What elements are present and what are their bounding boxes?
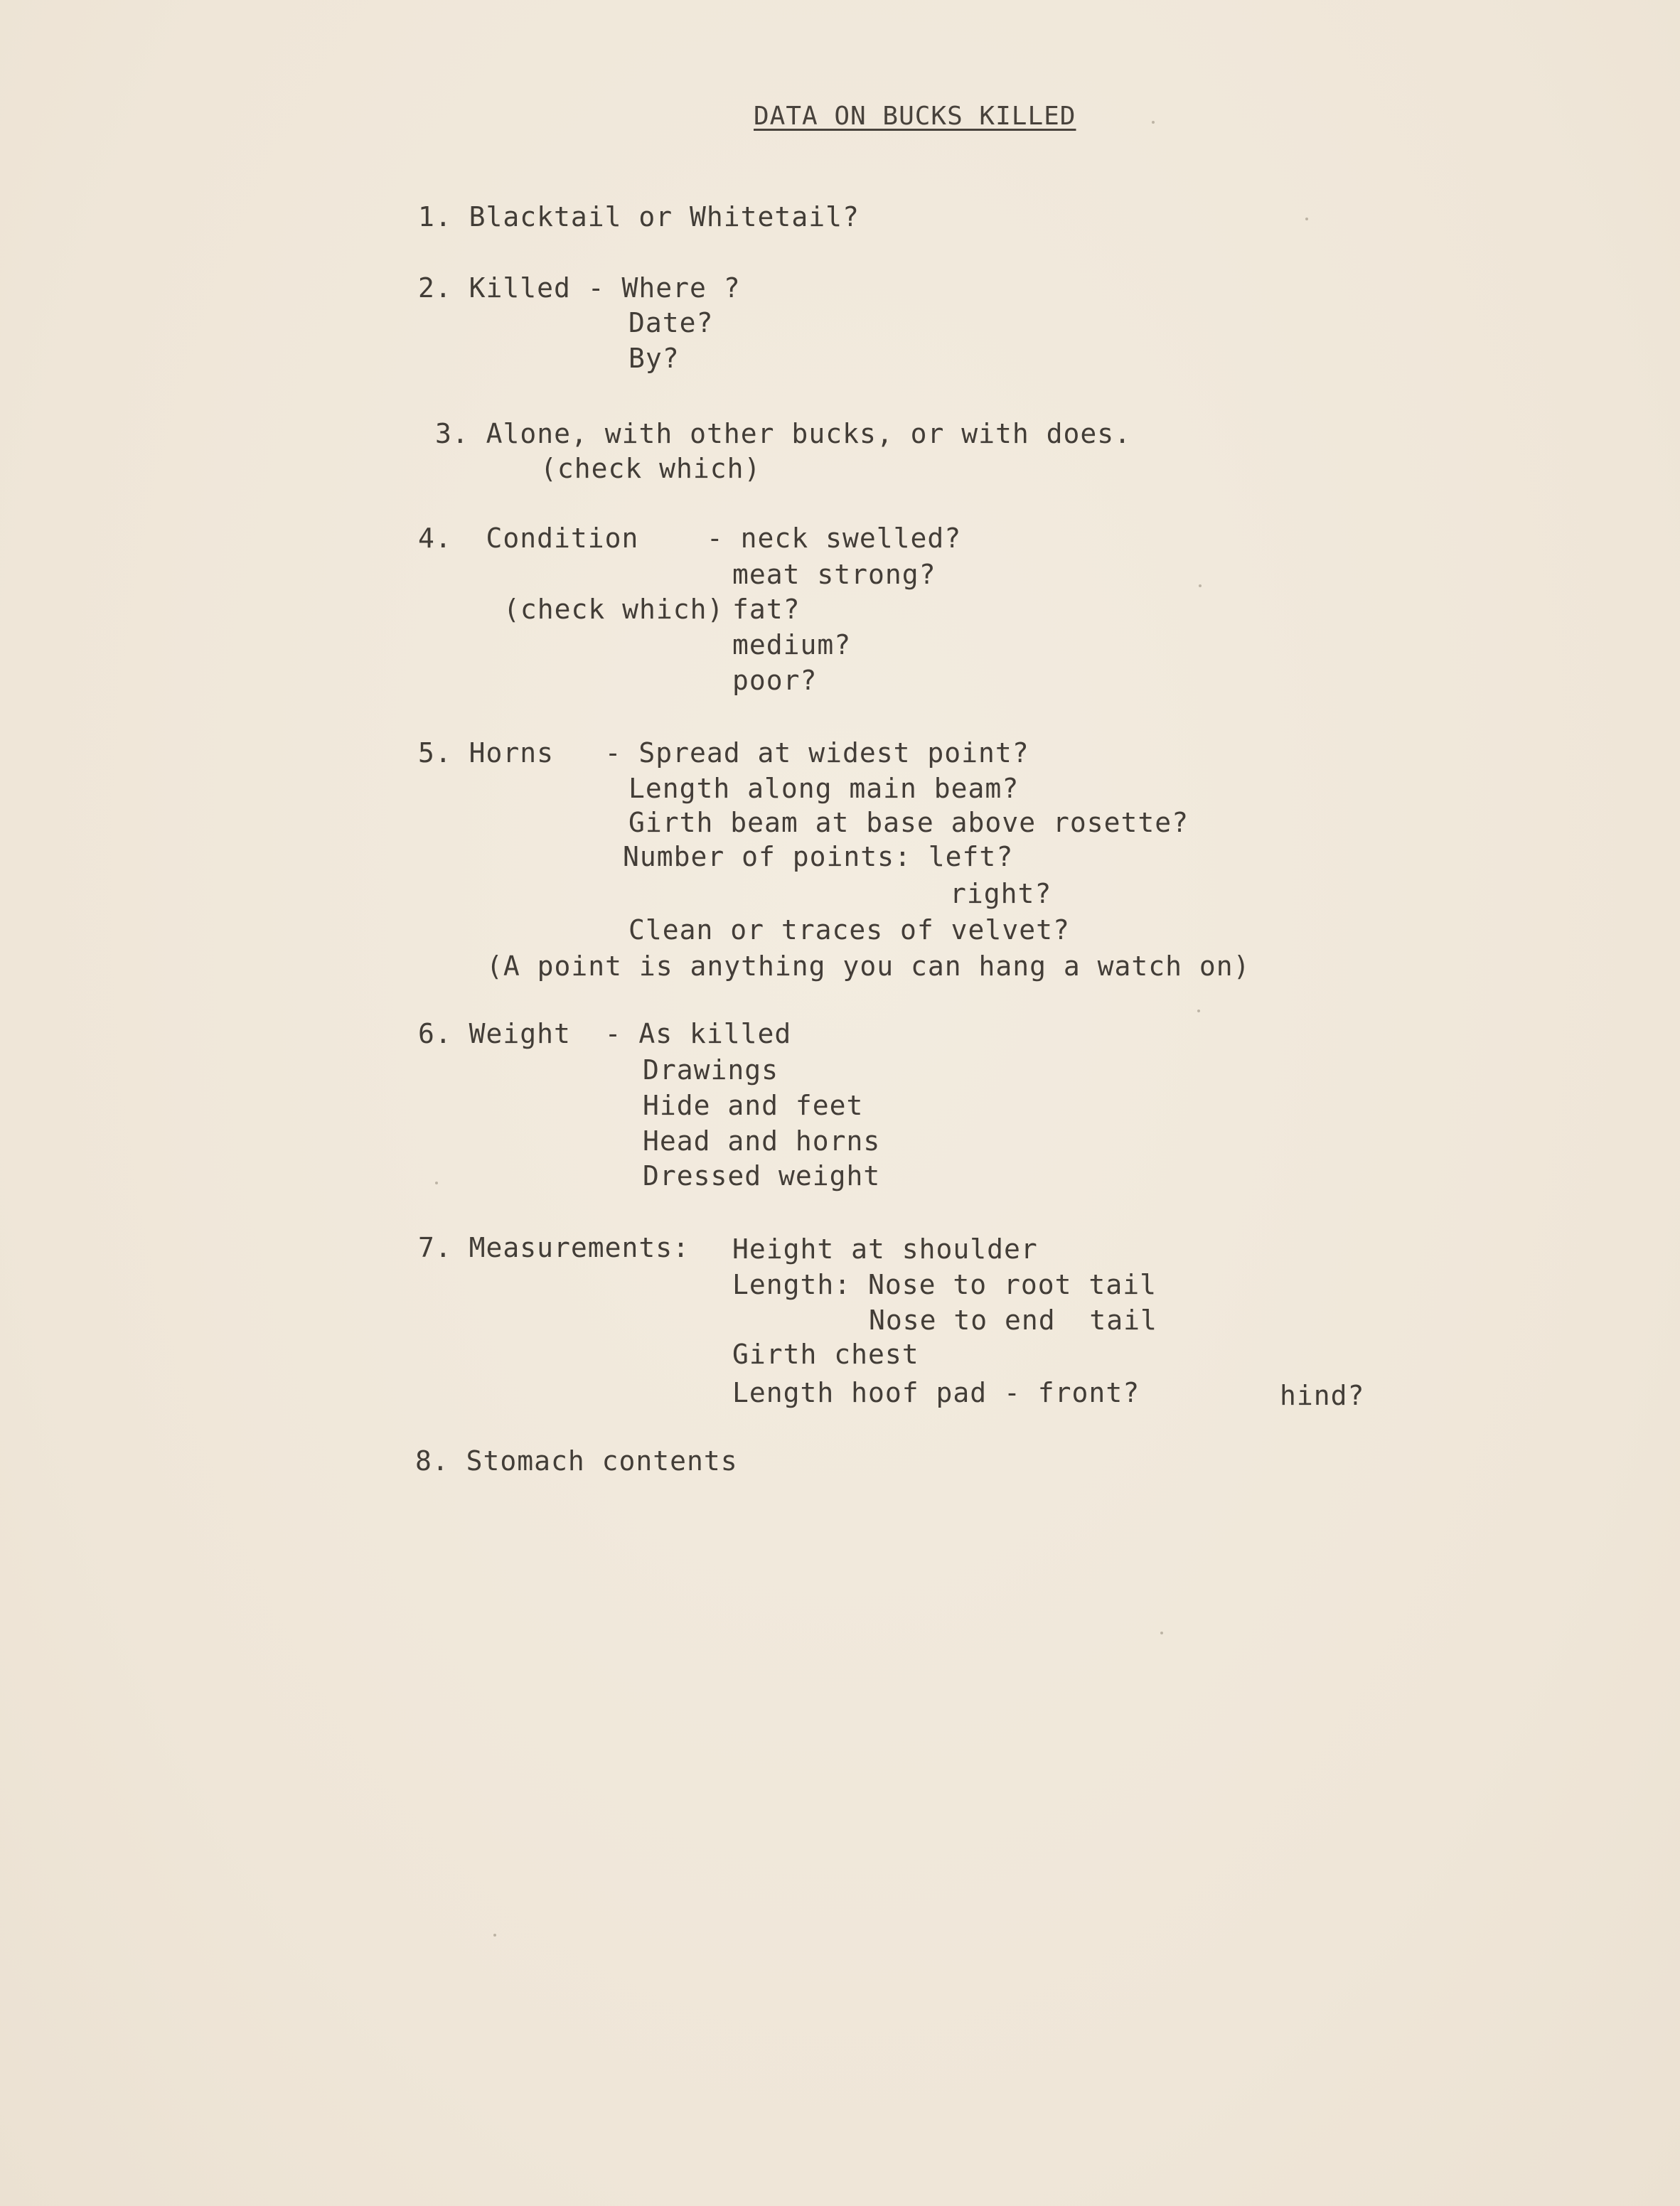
- question-7-hoof: Length hoof pad - front?: [732, 1377, 1140, 1408]
- question-1: 1. Blacktail or Whitetail?: [418, 201, 860, 232]
- question-6-drawings: Drawings: [643, 1054, 779, 1086]
- question-8: 8. Stomach contents: [415, 1445, 738, 1477]
- question-4-medium: medium?: [732, 629, 852, 660]
- question-3-note: (check which): [540, 453, 761, 484]
- paper-speck: [493, 1934, 496, 1937]
- question-7-girth: Girth chest: [732, 1339, 919, 1370]
- question-5-velvet: Clean or traces of velvet?: [628, 914, 1070, 946]
- question-2-by: By?: [628, 343, 680, 374]
- question-4-note: (check which): [503, 594, 724, 625]
- question-7-height: Height at shoulder: [732, 1233, 1038, 1265]
- paper-speck: [1199, 584, 1202, 587]
- question-7-nose-end: Nose to end tail: [869, 1305, 1157, 1336]
- question-4-fat: fat?: [732, 594, 801, 625]
- question-5-points: Number of points: left?: [623, 841, 1014, 872]
- page-title: DATA ON BUCKS KILLED: [754, 102, 1076, 131]
- question-2: 2. Killed - Where ?: [418, 272, 741, 304]
- question-5: 5. Horns - Spread at widest point?: [418, 737, 1029, 769]
- paper-speck: [1197, 1010, 1200, 1012]
- question-5-right: right?: [950, 878, 1052, 909]
- question-4-poor: poor?: [732, 665, 818, 696]
- question-5-note: (A point is anything you can hang a watch on): [486, 951, 1251, 982]
- question-3: 3. Alone, with other bucks, or with does.: [435, 418, 1131, 449]
- question-7-length: Length: Nose to root tail: [732, 1269, 1157, 1300]
- question-7-hind: hind?: [1280, 1380, 1365, 1411]
- paper-speck: [1152, 121, 1155, 124]
- question-4: 4. Condition - neck swelled?: [418, 523, 962, 554]
- paper-speck: [435, 1182, 438, 1184]
- question-5-length: Length along main beam?: [628, 773, 1020, 804]
- question-6-head: Head and horns: [643, 1125, 881, 1157]
- paper-speck: [1160, 1632, 1163, 1634]
- question-6-hide: Hide and feet: [643, 1090, 864, 1121]
- question-7: 7. Measurements:: [418, 1232, 690, 1263]
- paper-speck: [1305, 218, 1308, 220]
- question-6-dressed: Dressed weight: [643, 1160, 881, 1192]
- question-5-girth: Girth beam at base above rosette?: [628, 807, 1189, 838]
- question-4-meat: meat strong?: [732, 559, 936, 590]
- question-2-date: Date?: [628, 307, 714, 338]
- question-6: 6. Weight - As killed: [418, 1018, 792, 1049]
